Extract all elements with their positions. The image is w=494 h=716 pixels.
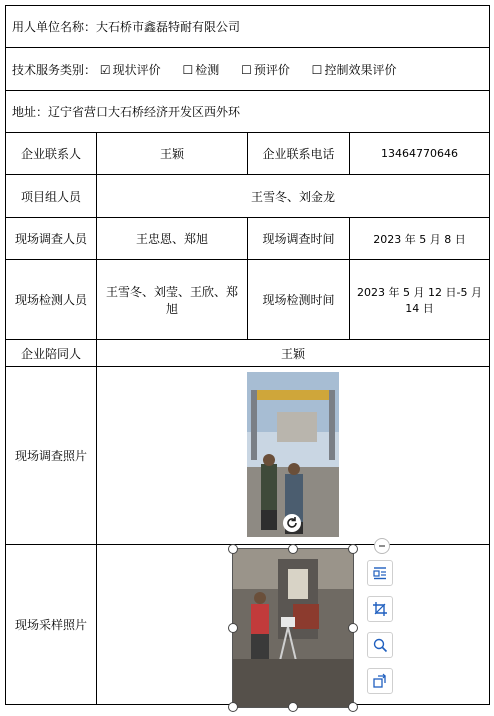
resize-handle[interactable] [348, 623, 358, 633]
test-staff-label: 现场检测人员 [6, 260, 97, 340]
address-row [6, 91, 490, 133]
rotate-icon[interactable] [283, 514, 301, 532]
escort-value: 王颖 [97, 340, 490, 367]
resize-handle[interactable] [228, 544, 238, 554]
employer-cell [6, 6, 490, 48]
members-label: 项目组人员 [6, 175, 97, 218]
crop-icon[interactable] [367, 596, 393, 622]
survey-photo-label: 现场调查照片 [6, 367, 97, 545]
test-time-label: 现场检测时间 [248, 260, 350, 340]
members-row [6, 175, 490, 218]
sampling-photo-label: 现场采样照片 [6, 545, 97, 705]
service-option-pre-eval[interactable]: ☐ 预评价 [241, 62, 290, 77]
checked-checkbox-icon[interactable]: ☑ [99, 62, 111, 77]
survey-row [6, 218, 490, 260]
contact-label: 企业联系人 [6, 133, 97, 175]
resize-handle[interactable] [288, 702, 298, 712]
address-cell [6, 91, 490, 133]
address-label: 地址： [12, 105, 49, 119]
service-option-testing[interactable]: ☐ 检测 [182, 62, 220, 77]
survey-photo-row [6, 367, 490, 545]
service-type-row [6, 48, 490, 91]
checkbox-icon[interactable]: ☐ [241, 62, 252, 77]
resize-handle[interactable] [228, 702, 238, 712]
survey-staff-label: 现场调查人员 [6, 218, 97, 260]
collapse-icon[interactable] [374, 538, 390, 554]
image-toolbar [367, 560, 395, 704]
survey-time-label: 现场调查时间 [248, 218, 350, 260]
test-row [6, 260, 490, 340]
resize-handle[interactable] [348, 544, 358, 554]
contact-row [6, 133, 490, 175]
test-staff-value: 王雪冬、刘莹、王欣、郑旭 [97, 260, 248, 340]
employer-row [6, 6, 490, 48]
employer-label: 用人单位名称： [12, 20, 97, 34]
service-option-control-eval[interactable]: ☐ 控制效果评价 [311, 62, 397, 77]
checkbox-icon[interactable]: ☐ [311, 62, 323, 77]
employer-value: 大石桥市鑫磊特耐有限公司 [96, 20, 241, 34]
resize-handle[interactable] [288, 544, 298, 554]
replace-image-icon[interactable] [367, 668, 393, 694]
service-type-label: 技术服务类别： [12, 62, 97, 77]
layout-options-icon[interactable] [367, 560, 393, 586]
test-time-value: 2023 年 5 月 12 日-5 月 14 日 [350, 260, 490, 340]
zoom-icon[interactable] [367, 632, 393, 658]
resize-handle[interactable] [348, 702, 358, 712]
image-selection-frame[interactable] [233, 549, 353, 707]
escort-label: 企业陪同人 [6, 340, 97, 367]
service-type-cell [6, 48, 490, 91]
survey-staff-value: 王忠恩、郑旭 [97, 218, 248, 260]
phone-label: 企业联系电话 [248, 133, 350, 175]
survey-photo[interactable] [247, 372, 339, 537]
phone-value: 13464770646 [350, 133, 490, 175]
resize-handle[interactable] [228, 623, 238, 633]
checkbox-icon[interactable]: ☐ [182, 62, 194, 77]
service-option-current-eval[interactable]: ☑ 现状评价 [99, 62, 161, 77]
contact-value: 王颖 [97, 133, 248, 175]
address-value: 辽宁省营口大石桥经济开发区西外环 [48, 105, 241, 119]
survey-time-value: 2023 年 5 月 8 日 [350, 218, 490, 260]
members-value: 王雪冬、刘金龙 [97, 175, 490, 218]
escort-row [6, 340, 490, 367]
